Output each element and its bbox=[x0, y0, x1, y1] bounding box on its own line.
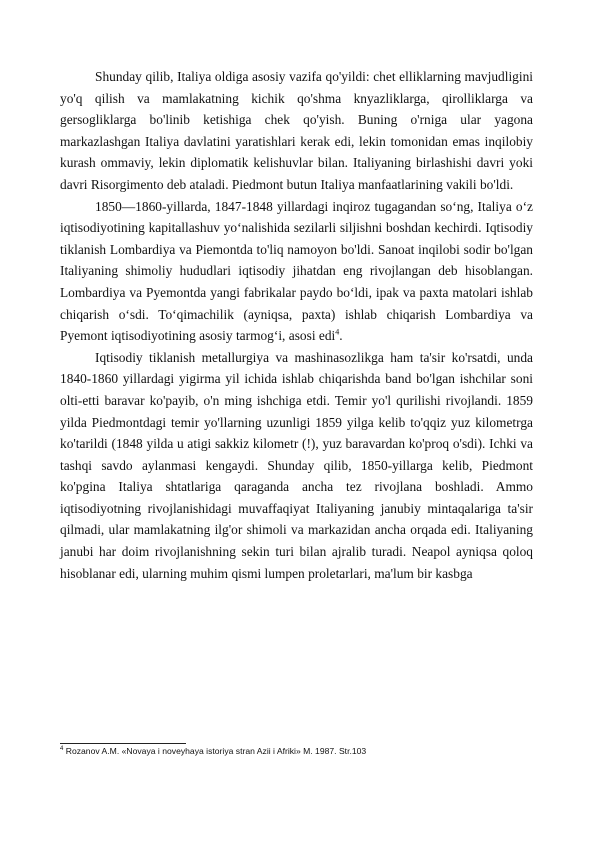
paragraph-2 bbox=[60, 196, 533, 347]
footnote-divider bbox=[60, 743, 186, 744]
footnote-text: Rozanov A.M. «Novaya i noveyhaya istoriya stran Azii i Afriki» M. 1987. Str.103 bbox=[63, 746, 367, 756]
paragraph-3: Iqtisodiy tiklanish metallurgiya va mashinasozlikga ham ta'sir ko'rsatdi, unda 1840-1860 yillardagi yigirma yil ichida ishlab chiqarishda band bo'lgan ishchilar soni olti-etti baravar ko'payib, o'n ming ishchiga etdi. Temir yo'l qurilishi rivojlandi. 1859 yilda Piedmontdagi temir yo'llarning uzunligi 1859 yilga kelib to'qqiz yuz kilometrga ko'tarildi (1848 yilda u atigi sakkiz kilometr (!), yuz baravardan ko'proq o'sdi). Ichki va tashqi savdo aylanmasi kengaydi. Shunday qilib, 1850-yillarga kelib, Piedmont ko'pgina Italiya shtatlariga qaraganda ancha tez rivojlana boshladi. Ammo iqtisodiyotning rivojlanishidagi muvaffaqiyat Italiyaning janubiy mintaqalariga ta'sir qilmadi, ular mamlakatning ilg'or shimoli va markazidan ancha orqada edi. Italiyaning janubi har doim rivojlanishning sekin turi bilan ajralib turadi. Neapol ayniqsa qoloq hisoblanar edi, ularning muhim qismi lumpen proletarlari, ma'lum bir kasbga bbox=[60, 349, 533, 581]
footnote-reference[interactable]: 4 bbox=[335, 327, 340, 337]
paragraph-2-text: 1850—1860-yillarda, 1847-1848 yillardagi inqiroz tugagandan so‘ng, Italiya o‘z iqtisodiyotining kapitallashuv yo‘nalishida sezilarli siljishni boshdan kechirdi. Iqtisodiy tiklanish Lombardiya va Piemontda to'liq namoyon bo'ldi. Sanoat inqilobi sodir bo'lgan Italiyaning shimoliy hududlari iqtisodiy jihatdan eng rivojlangan deb hisoblangan. Lombardiya va Pyemontda yangi fabrikalar paydo bo‘ldi, ipak va paxta matolari ishlab chiqarish o‘sdi. To‘qimachilik (ayniqsa, paxta) ishlab chiqarish Lombardiya va Pyemont iqtisodiyotining asosiy tarmog‘i, asosi edi bbox=[60, 198, 533, 344]
footnote-mark: 4 bbox=[60, 746, 64, 753]
page-body bbox=[60, 66, 533, 584]
footnote bbox=[60, 746, 533, 757]
paragraph-2-end: . bbox=[339, 328, 343, 344]
paragraph-1: Shunday qilib, Italiya oldiga asosiy vazifa qo'yildi: chet elliklarning mavjudligini yo'q qilish va mamlakatning kichik qo'shma knyazliklarga, qirolliklarga va gersogliklarga bo'linib ketishiga chek qo'yish. Buning o'rniga ular yagona markazlashgan Italiya davlatini yaratishlari kerak edi, lekin tomonidan emas inqilobiy kurash ommaviy, lekin diplomatik kelishuvlar bilan. Italiyaning birlashishi davri yoki davri Risorgimento deb ataladi. Piedmont butun Italiya manfaatlarining vakili bo'ldi. bbox=[60, 69, 533, 192]
